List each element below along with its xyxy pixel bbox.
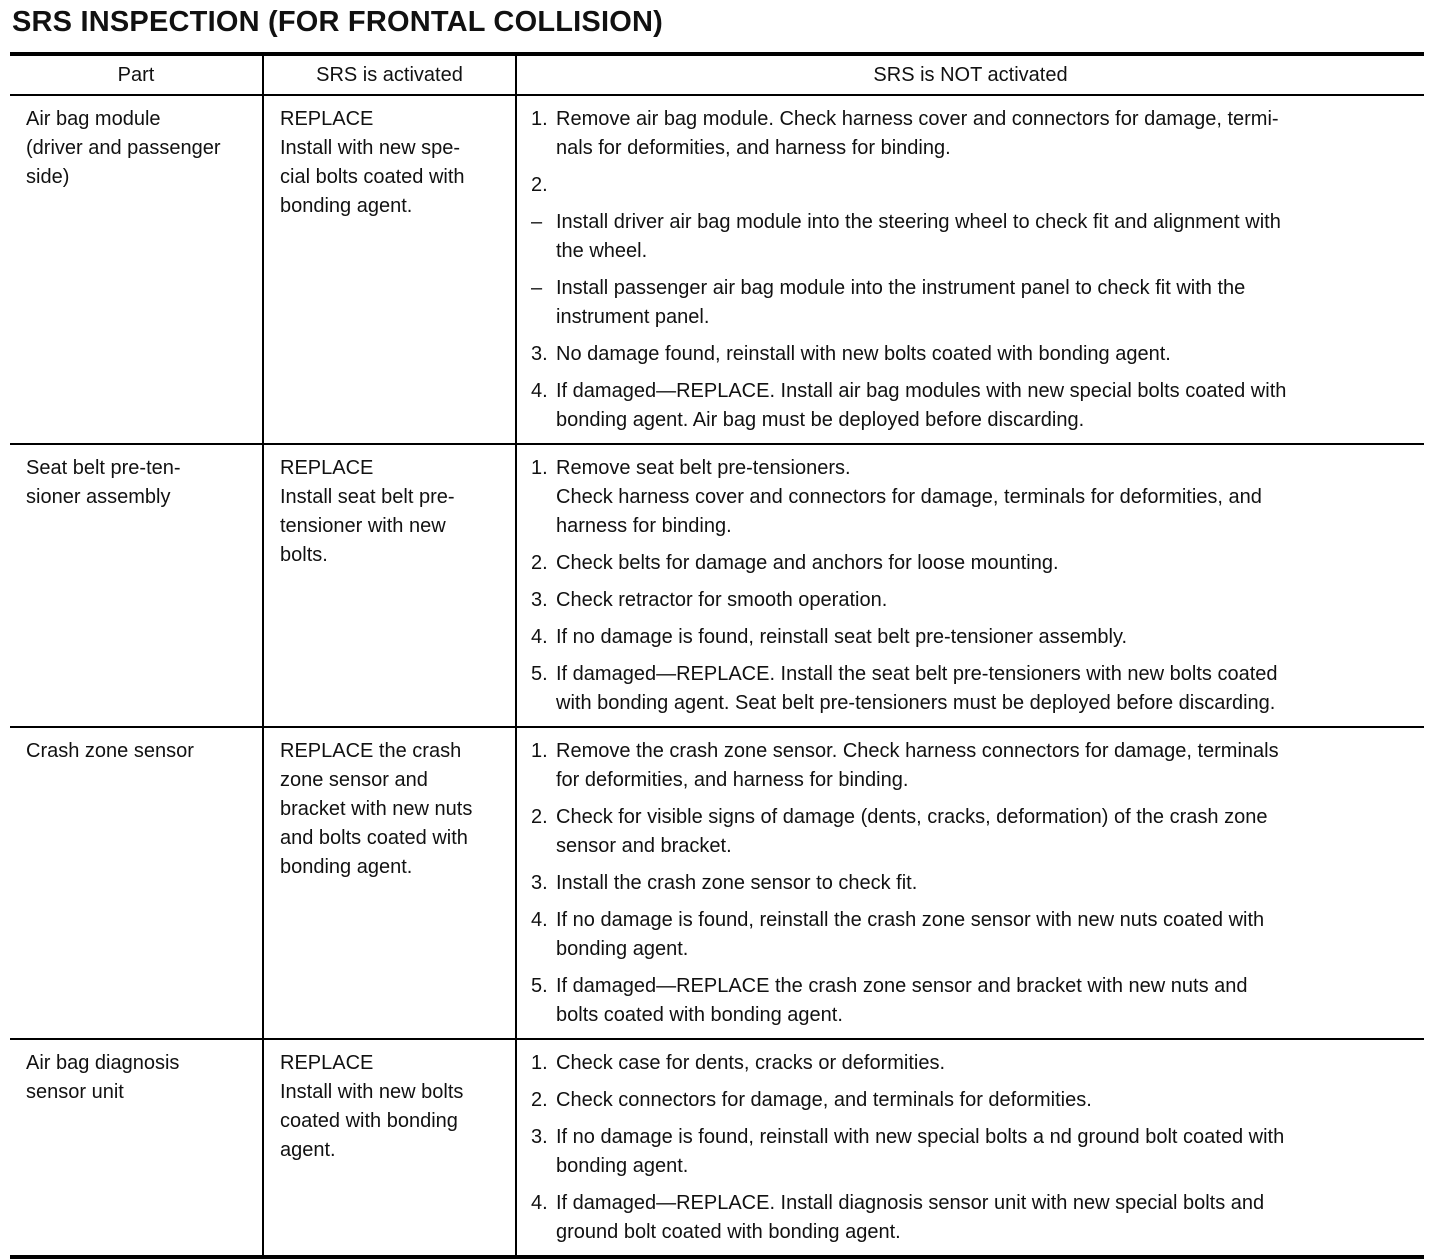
step-item (531, 208, 1410, 266)
part-cell (10, 444, 263, 727)
step-text-line: Remove seat belt pre-tensioners. (556, 457, 851, 479)
part-text-line: sioner assembly (26, 486, 171, 508)
step-text-line: bolts coated with bonding agent. (556, 1004, 843, 1026)
step-text-line: bonding agent. (556, 1155, 689, 1177)
srs-inspection-table (10, 52, 1424, 1259)
activated-text-line: cial bolts coated with (280, 166, 465, 188)
step-text-line: Install passenger air bag module into the instrument panel to check fit with the (556, 277, 1246, 299)
step-marker: 2. (531, 174, 548, 196)
step-text-line: No damage found, reinstall with new bolts coated with bonding agent. (556, 343, 1171, 365)
step-text-line: Check belts for damage and anchors for loose mounting. (556, 552, 1059, 574)
step-marker: 1. (531, 740, 548, 762)
activated-cell (263, 727, 516, 1039)
activated-cell (263, 444, 516, 727)
table-row (10, 444, 1424, 727)
step-item (531, 660, 1410, 718)
activated-text-line: and bolts coated with (280, 827, 468, 849)
step-marker: 4. (531, 380, 548, 402)
part-cell (10, 727, 263, 1039)
part-text-line: Seat belt pre-ten- (26, 457, 181, 479)
step-marker: 4. (531, 626, 548, 648)
step-marker: 1. (531, 108, 548, 130)
step-item (531, 623, 1410, 652)
step-text-line: Check retractor for smooth operation. (556, 589, 888, 611)
step-text-line: If damaged—REPLACE the crash zone sensor and bracket with new nuts and (556, 975, 1248, 997)
step-text-line: Install the crash zone sensor to check fit. (556, 872, 918, 894)
page-title: SRS INSPECTION (FOR FRONTAL COLLISION) (12, 6, 663, 38)
step-text-line (556, 171, 1410, 200)
part-text-line: Crash zone sensor (26, 740, 194, 762)
header-part: Part (117, 63, 155, 86)
step-marker: 3. (531, 1126, 548, 1148)
step-list (531, 105, 1410, 435)
activated-text-line: bolts. (280, 544, 328, 566)
step-text-line: Check connectors for damage, and terminals for deformities. (556, 1089, 1092, 1111)
step-text-line: If no damage is found, reinstall the crash zone sensor with new nuts coated with (556, 909, 1265, 931)
step-text-line: harness for binding. (556, 515, 732, 537)
step-text-line: nals for deformities, and harness for binding. (556, 137, 951, 159)
step-marker: 5. (531, 663, 548, 685)
step-text-line: Check case for dents, cracks or deformities. (556, 1052, 946, 1074)
header-row (10, 54, 1424, 95)
step-item (531, 340, 1410, 369)
step-item (531, 803, 1410, 861)
activated-text-line: zone sensor and (280, 769, 428, 791)
step-item (531, 586, 1410, 615)
activated-text-line: bonding agent. (280, 195, 413, 217)
part-text-line: Air bag diagnosis (26, 1052, 180, 1074)
activated-text-line: REPLACE (280, 457, 374, 479)
step-marker: 3. (531, 589, 548, 611)
step-text-line: If damaged—REPLACE. Install the seat belt pre-tensioners with new bolts coated (556, 663, 1278, 685)
activated-text-line: REPLACE (280, 1052, 374, 1074)
step-text-line: ground bolt coated with bonding agent. (556, 1221, 901, 1243)
step-list (531, 1049, 1410, 1247)
step-item (531, 1049, 1410, 1078)
activated-text-line: bracket with new nuts (280, 798, 473, 820)
step-text-line: the wheel. (556, 240, 648, 262)
activated-text-line: REPLACE (280, 108, 374, 130)
step-text-line: Install driver air bag module into the steering wheel to check fit and alignment with (556, 211, 1281, 233)
step-item (531, 737, 1410, 795)
activated-cell (263, 95, 516, 444)
part-text-line: (driver and passenger (26, 137, 221, 159)
step-item (531, 171, 1410, 200)
table-row (10, 727, 1424, 1039)
step-text-line: If damaged—REPLACE. Install diagnosis sensor unit with new special bolts and (556, 1192, 1265, 1214)
activated-text-line: Install with new bolts (280, 1081, 464, 1103)
step-item (531, 454, 1410, 541)
step-item (531, 549, 1410, 578)
step-marker: 1. (531, 1052, 548, 1074)
activated-text-line: bonding agent. (280, 856, 413, 878)
activated-text-line: tensioner with new (280, 515, 446, 537)
step-marker: – (531, 277, 543, 299)
part-cell (10, 95, 263, 444)
step-marker: 2. (531, 552, 548, 574)
step-text-line: If damaged—REPLACE. Install air bag modules with new special bolts coated with (556, 380, 1287, 402)
table-row (10, 95, 1424, 444)
step-item (531, 1086, 1410, 1115)
step-list (531, 737, 1410, 1030)
step-text-line: for deformities, and harness for binding. (556, 769, 909, 791)
step-text-line: sensor and bracket. (556, 835, 732, 857)
step-text-line: bonding agent. (556, 938, 689, 960)
part-cell (10, 1039, 263, 1257)
step-text-line: Remove air bag module. Check harness cover and connectors for damage, termi- (556, 108, 1279, 130)
step-text-line: instrument panel. (556, 306, 710, 328)
step-text-line: with bonding agent. Seat belt pre-tensioners must be deployed before discarding. (556, 692, 1276, 714)
step-text-line: Check for visible signs of damage (dents, cracks, deformation) of the crash zone (556, 806, 1268, 828)
part-text-line: sensor unit (26, 1081, 124, 1103)
not-activated-cell (516, 444, 1424, 727)
step-item (531, 105, 1410, 163)
step-list (531, 454, 1410, 718)
step-text-line: Remove the crash zone sensor. Check harness connectors for damage, terminals (556, 740, 1279, 762)
step-item (531, 274, 1410, 332)
step-text-line: bonding agent. Air bag must be deployed before discarding. (556, 409, 1085, 431)
part-text-line: side) (26, 166, 70, 188)
not-activated-cell (516, 95, 1424, 444)
header-srs-not-activated: SRS is NOT activated (516, 54, 1424, 95)
table-header (10, 54, 1424, 95)
step-marker: 4. (531, 909, 548, 931)
activated-text-line: Install seat belt pre- (280, 486, 455, 508)
step-marker: 5. (531, 975, 548, 997)
step-marker: – (531, 211, 543, 233)
activated-text-line: coated with bonding (280, 1110, 458, 1132)
step-item (531, 906, 1410, 964)
activated-text-line: Install with new spe- (280, 137, 461, 159)
table-body (10, 95, 1424, 1257)
step-marker: 2. (531, 806, 548, 828)
step-text-line: Check harness cover and connectors for damage, terminals for deformities, and (556, 486, 1262, 508)
activated-text-line: REPLACE the crash (280, 740, 462, 762)
not-activated-cell (516, 1039, 1424, 1257)
step-item (531, 972, 1410, 1030)
step-marker: 2. (531, 1089, 548, 1111)
step-text-line: If no damage is found, reinstall with new special bolts a nd ground bolt coated with (556, 1126, 1285, 1148)
not-activated-cell (516, 727, 1424, 1039)
step-item (531, 377, 1410, 435)
step-item (531, 1123, 1410, 1181)
activated-cell (263, 1039, 516, 1257)
part-text-line: Air bag module (26, 108, 161, 130)
step-marker: 4. (531, 1192, 548, 1214)
step-marker: 3. (531, 872, 548, 894)
step-text-line: If no damage is found, reinstall seat belt pre-tensioner assembly. (556, 626, 1128, 648)
activated-text-line: agent. (280, 1139, 336, 1161)
table-row (10, 1039, 1424, 1257)
step-marker: 1. (531, 457, 548, 479)
header-srs-activated: SRS is activated (263, 54, 516, 95)
step-item (531, 869, 1410, 898)
step-item (531, 1189, 1410, 1247)
step-marker: 3. (531, 343, 548, 365)
